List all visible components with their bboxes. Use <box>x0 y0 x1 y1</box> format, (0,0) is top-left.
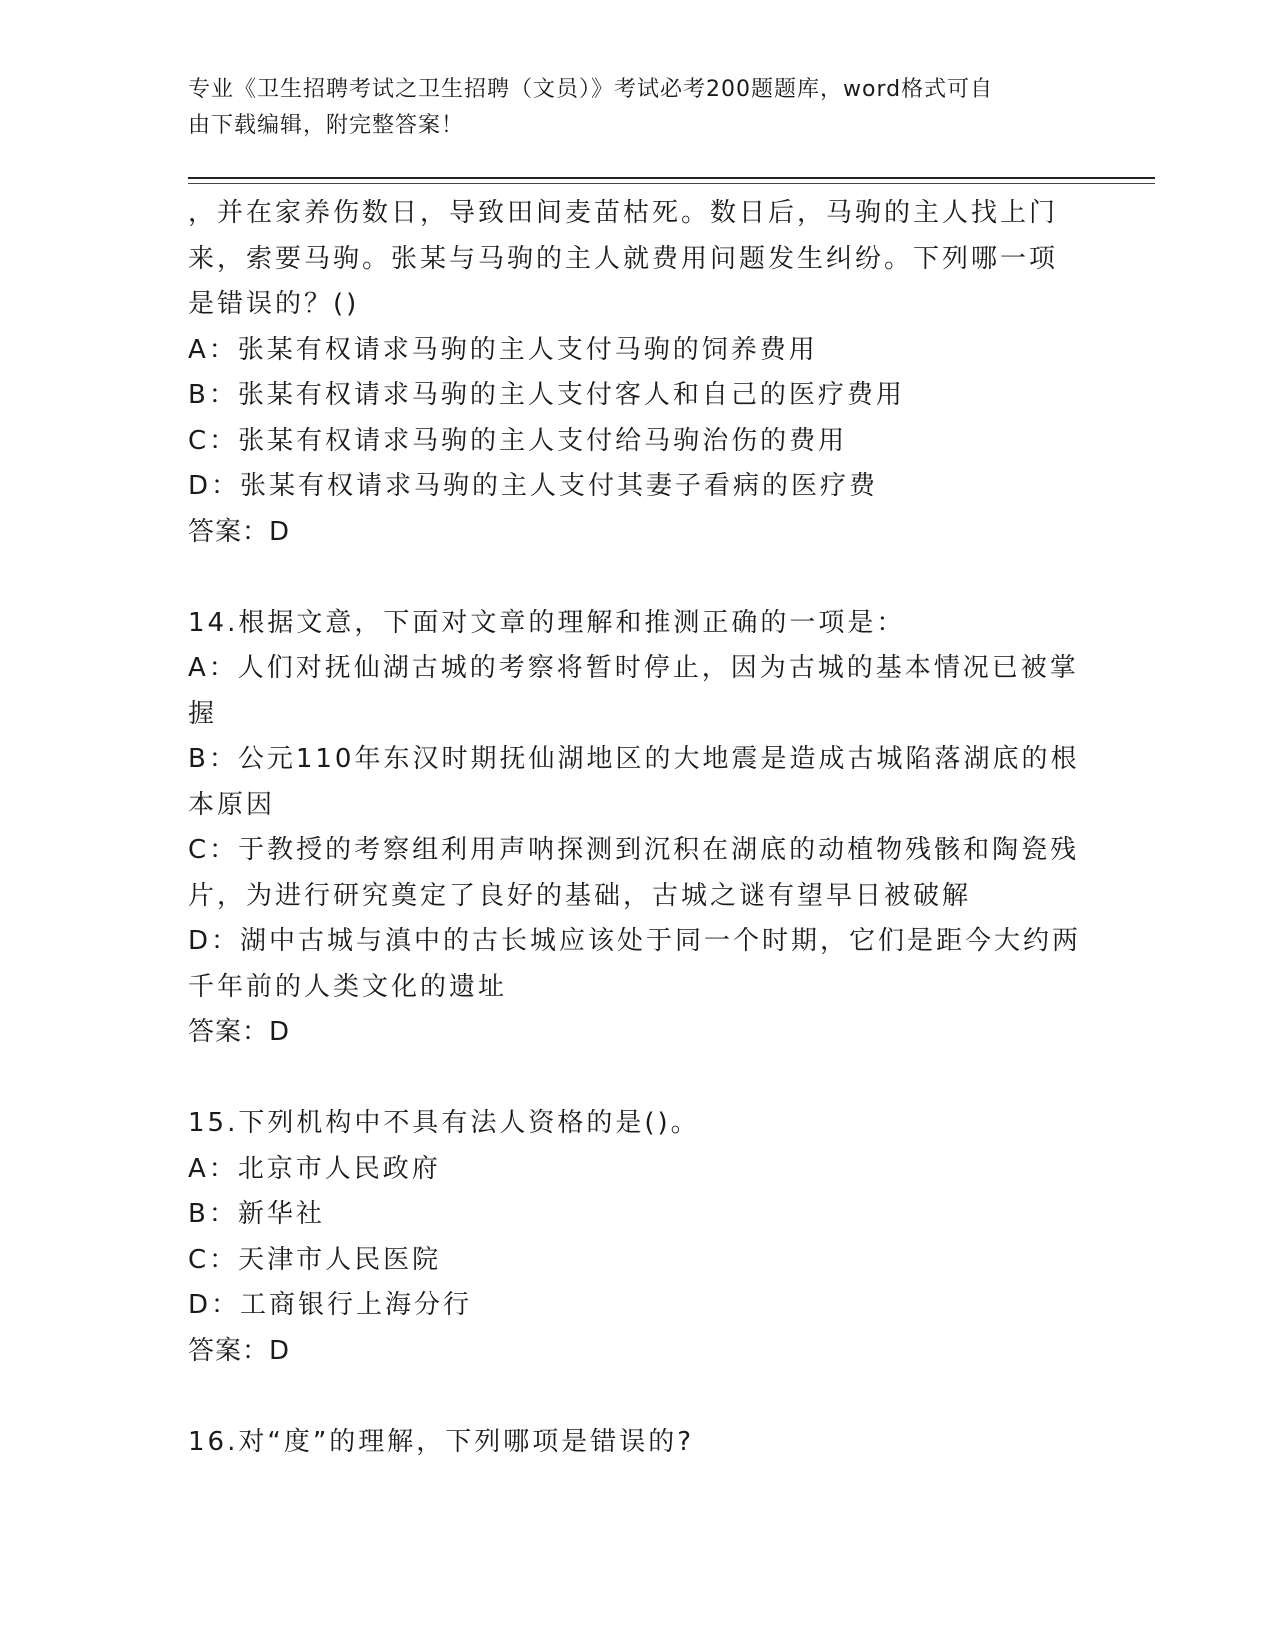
option-d: D：工商银行上海分行 <box>188 1290 473 1320</box>
question-16 <box>188 1420 1088 1466</box>
option-c: C：于教授的考察组利用声呐探测到沉积在湖底的动植物残骸和陶瓷残 <box>188 835 1080 865</box>
document-body <box>188 191 1088 1465</box>
header-line-1: 专业《卫生招聘考试之卫生招聘（文员）》考试必考200题题库，word格式可自 <box>188 77 994 102</box>
option-b: B：张某有权请求马驹的主人支付客人和自己的医疗费用 <box>188 380 905 410</box>
question-stem-line: 是错误的？() <box>188 289 360 319</box>
option-b-cont: 本原因 <box>188 789 276 820</box>
header-divider-thin <box>188 183 1155 184</box>
spacer <box>188 555 1088 601</box>
option-a: A：张某有权请求马驹的主人支付马驹的饲养费用 <box>188 334 818 365</box>
question-14 <box>188 601 1088 1056</box>
header-line-2: 由下载编辑，附完整答案！ <box>188 113 465 138</box>
option-c: C：张某有权请求马驹的主人支付给马驹治伤的费用 <box>188 425 848 456</box>
answer-line: 答案：D <box>188 1335 291 1366</box>
spacer <box>188 1374 1088 1420</box>
option-b: B：公元110年东汉时期抚仙湖地区的大地震是造成古城陷落湖底的根 <box>188 744 1080 774</box>
option-d-cont: 千年前的人类文化的遗址 <box>188 971 508 1002</box>
option-c: C：天津市人民医院 <box>188 1244 442 1275</box>
option-c-cont: 片，为进行研究奠定了良好的基础，古城之谜有望早日被破解 <box>188 880 972 911</box>
document-header <box>188 72 1068 144</box>
option-d: D：湖中古城与滇中的古长城应该处于同一个时期，它们是距今大约两 <box>188 926 1082 956</box>
spacer <box>188 1056 1088 1102</box>
answer-line: 答案：D <box>188 516 291 547</box>
option-a-cont: 握 <box>188 698 218 729</box>
option-d: D：张某有权请求马驹的主人支付其妻子看病的医疗费 <box>188 471 879 501</box>
header-divider-thick <box>188 177 1155 179</box>
option-b: B：新华社 <box>188 1199 325 1229</box>
question-stem-line: 来，索要马驹。张某与马驹的主人就费用问题发生纠纷。下列哪一项 <box>188 243 1059 274</box>
question-stem: 14.根据文意，下面对文章的理解和推测正确的一项是： <box>188 607 906 638</box>
question-15 <box>188 1101 1088 1374</box>
question-stem: 15.下列机构中不具有法人资格的是()。 <box>188 1108 700 1138</box>
question-13 <box>188 191 1088 555</box>
question-stem: 16.对“度”的理解，下列哪项是错误的? <box>188 1426 695 1457</box>
option-a: A：北京市人民政府 <box>188 1153 441 1184</box>
question-stem-line: ，并在家养伤数日，导致田间麦苗枯死。数日后，马驹的主人找上门 <box>188 198 1059 228</box>
answer-line: 答案：D <box>188 1017 291 1047</box>
option-a: A：人们对抚仙湖古城的考察将暂时停止，因为古城的基本情况已被掌 <box>188 653 1079 683</box>
